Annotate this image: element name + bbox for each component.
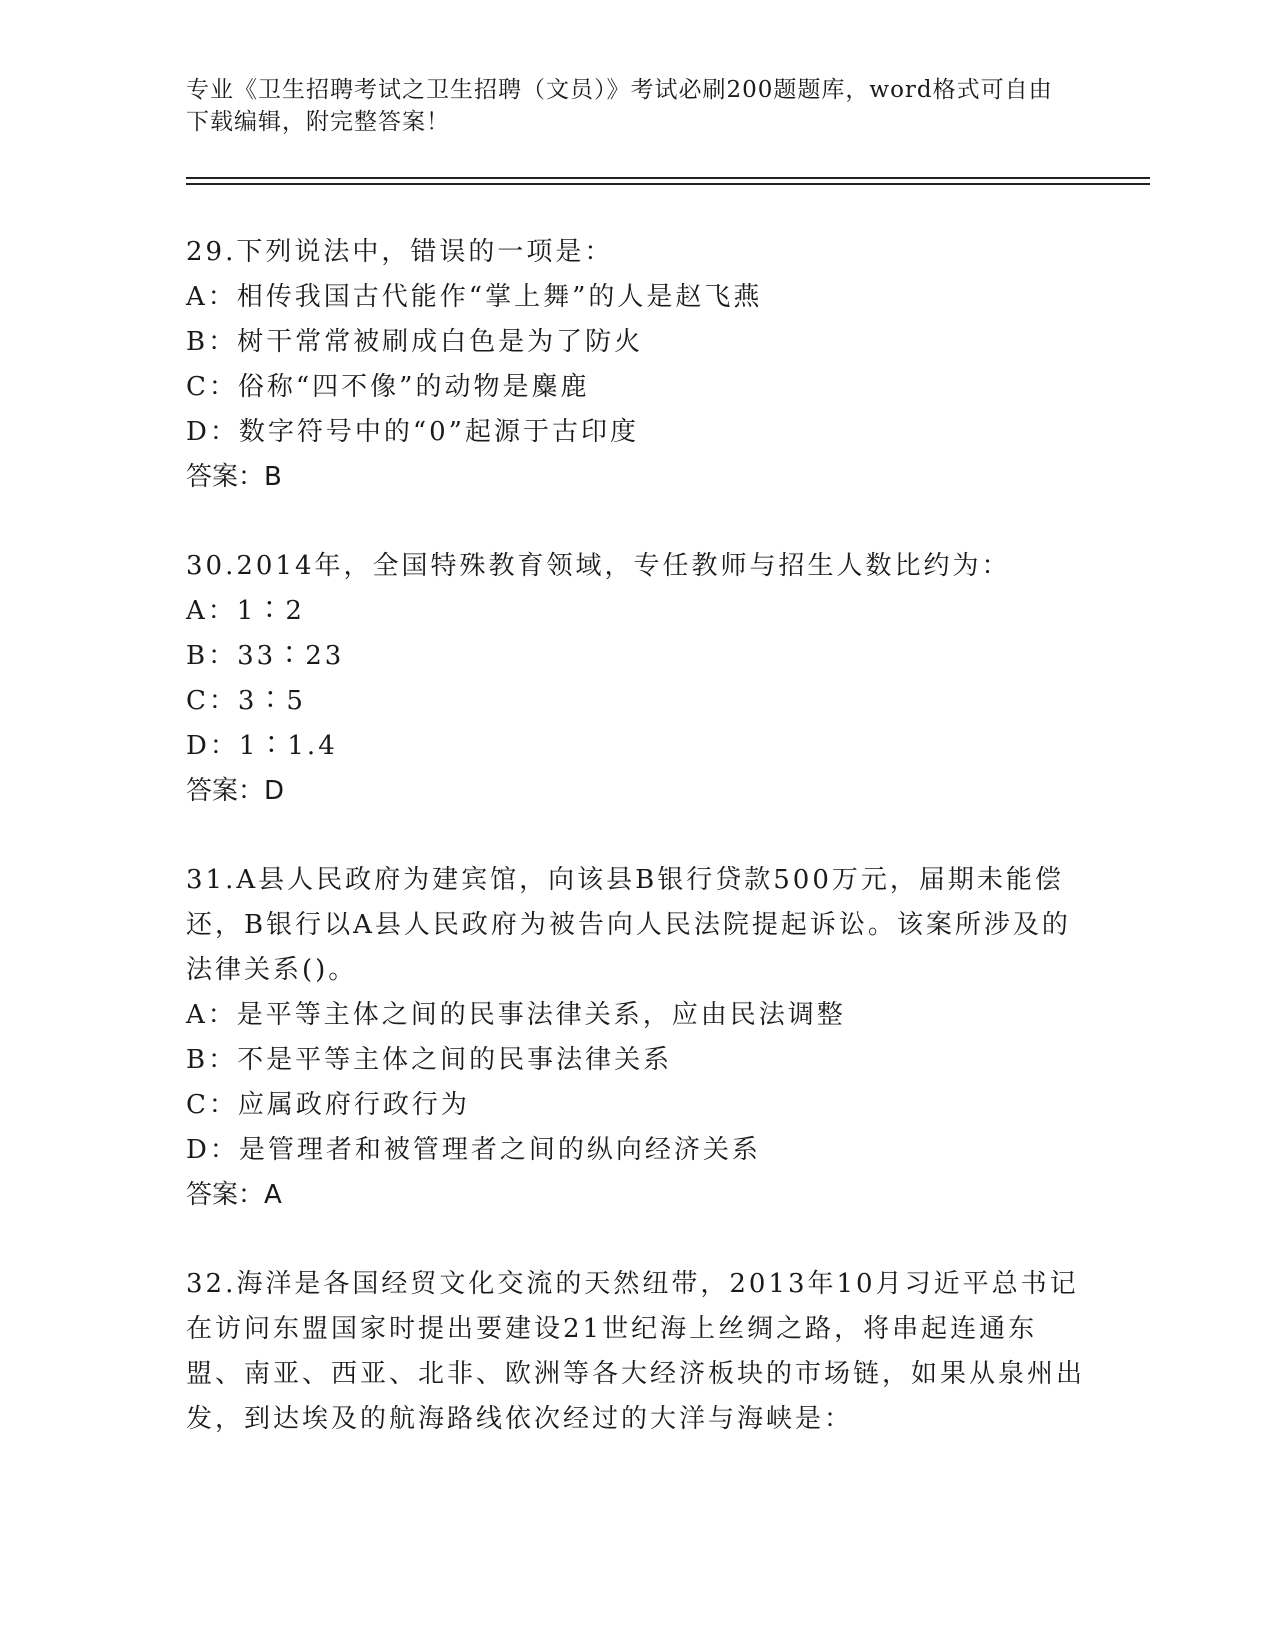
question-stem: 32.海洋是各国经贸文化交流的天然纽带，2013年10月习近平总书记在访问东盟国家时提出要建设21世纪海上丝绸之路，将串起连通东盟、南亚、西亚、北非、欧洲等各大经济板块的市场链，如果从泉州出发，到达埃及的航海路线依次经过的大洋与海峡是： — [186, 1269, 1086, 1434]
option-a: A：相传我国古代能作“掌上舞”的人是赵飞燕 — [186, 282, 763, 312]
option-d: D：是管理者和被管理者之间的纵向经济关系 — [186, 1135, 761, 1165]
question-30 — [186, 544, 1086, 814]
option-c: C：3∶5 — [186, 686, 306, 716]
option-a: A：是平等主体之间的民事法律关系，应由民法调整 — [186, 1000, 846, 1030]
question-stem: 29.下列说法中，错误的一项是： — [186, 237, 614, 267]
question-stem: 30.2014年，全国特殊教育领域，专任教师与招生人数比约为： — [186, 551, 1011, 581]
answer-label: 答案：D — [186, 776, 285, 806]
question-31 — [186, 858, 1086, 1218]
header-divider-top — [186, 177, 1150, 179]
option-c: C：俗称“四不像”的动物是麋鹿 — [186, 372, 590, 402]
option-d: D：数字符号中的“0”起源于古印度 — [186, 417, 639, 447]
document-header: 专业《卫生招聘考试之卫生招聘（文员）》考试必刷200题题库，word格式可自由下载编辑，附完整答案！ — [186, 77, 1053, 135]
option-d: D：1∶1.4 — [186, 731, 338, 761]
option-a: A：1∶2 — [186, 596, 305, 626]
option-b: B：不是平等主体之间的民事法律关系 — [186, 1045, 673, 1075]
question-29 — [186, 230, 1086, 500]
header-divider-bottom — [186, 183, 1150, 185]
question-stem: 31.A县人民政府为建宾馆，向该县B银行贷款500万元，届期未能偿还，B银行以A县人民政府为被告向人民法院提起诉讼。该案所涉及的法律关系()。 — [186, 865, 1071, 985]
option-b: B：33∶23 — [186, 641, 345, 671]
option-b: B：树干常常被刷成白色是为了防火 — [186, 327, 644, 357]
option-c: C：应属政府行政行为 — [186, 1090, 470, 1120]
question-32 — [186, 1262, 1086, 1442]
answer-label: 答案：A — [186, 1180, 282, 1210]
answer-label: 答案：B — [186, 462, 282, 492]
question-list — [186, 230, 1086, 1486]
